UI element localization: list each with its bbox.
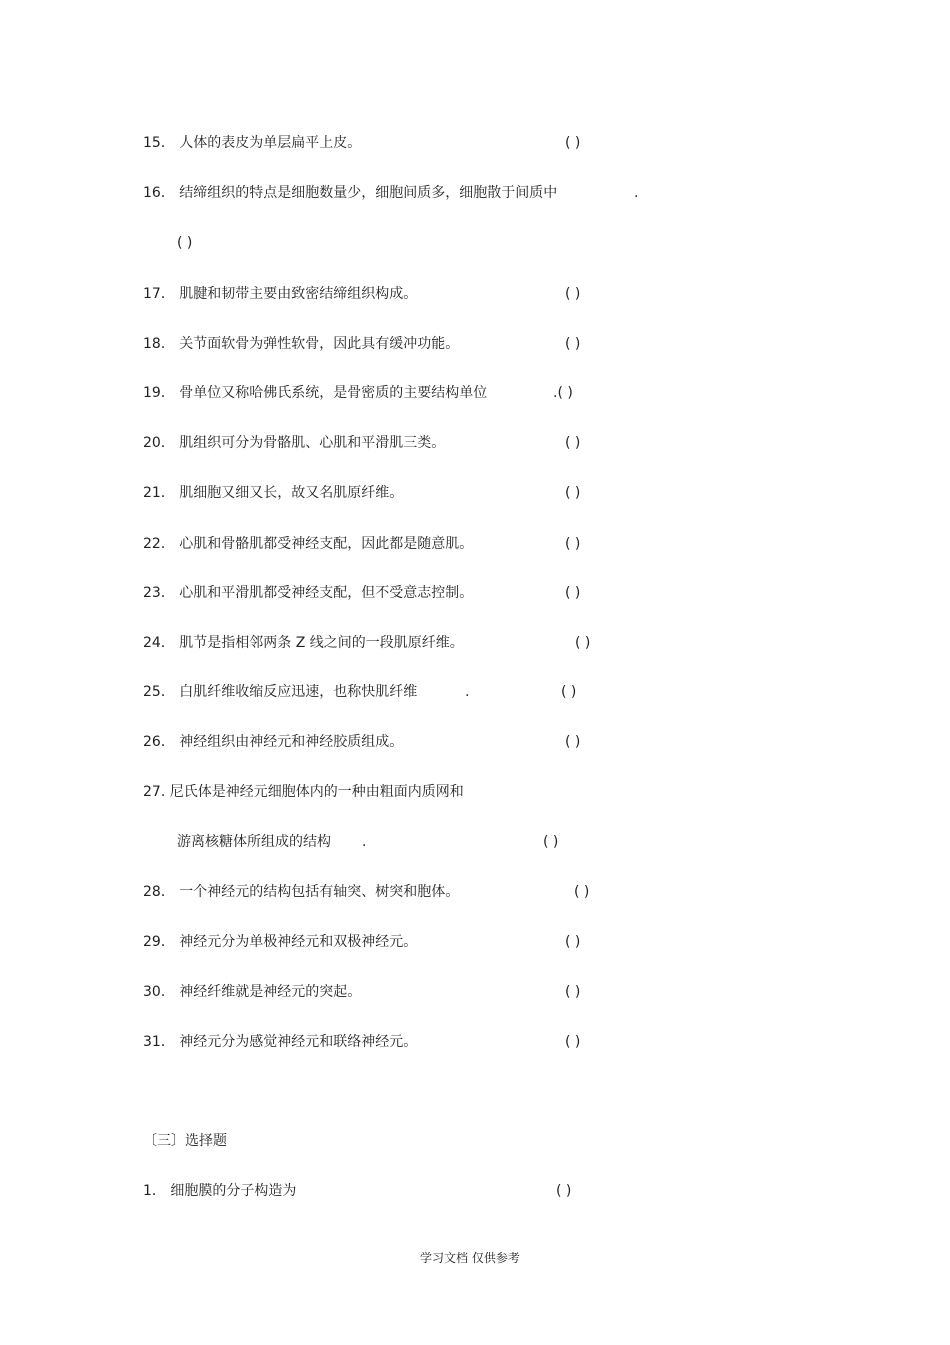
answer-blank-25[interactable]: ( )	[561, 684, 577, 700]
answer-blank-choice-1[interactable]: ( )	[556, 1183, 572, 1199]
question-20: 20． 肌组织可分为骨骼肌、心肌和平滑肌三类。	[143, 435, 446, 451]
answer-blank-20[interactable]: ( )	[565, 435, 581, 451]
answer-blank-29[interactable]: ( )	[565, 934, 581, 950]
answer-blank-22[interactable]: ( )	[565, 536, 581, 552]
section-title: 〔三〕选择题	[143, 1133, 227, 1149]
answer-blank-17[interactable]: ( )	[565, 286, 581, 302]
question-31: 31． 神经元分为感觉神经元和联络神经元。	[143, 1034, 418, 1050]
answer-blank-21[interactable]: ( )	[565, 485, 581, 501]
answer-blank-19[interactable]: .( )	[553, 385, 573, 401]
question-28: 28． 一个神经元的结构包括有轴突、树突和胞体。	[143, 884, 460, 900]
question-25: 25． 白肌纤维收缩反应迅速，也称快肌纤维	[143, 684, 418, 700]
question-16: 16． 结缔组织的特点是细胞数量少，细胞间质多，细胞散于间质中	[143, 185, 558, 201]
answer-blank-30[interactable]: ( )	[565, 984, 581, 1000]
question-25-period: .	[465, 684, 470, 700]
question-21: 21． 肌细胞又细又长，故又名肌原纤维。	[143, 485, 404, 501]
question-26: 26． 神经组织由神经元和神经胶质组成。	[143, 734, 404, 750]
answer-blank-26[interactable]: ( )	[565, 734, 581, 750]
question-19: 19． 骨单位又称哈佛氏系统，是骨密质的主要结构单位	[143, 385, 488, 401]
answer-blank-16[interactable]: ( )	[177, 235, 193, 251]
question-15: 15． 人体的表皮为单层扁平上皮。	[143, 135, 362, 151]
question-30: 30． 神经纤维就是神经元的突起。	[143, 984, 362, 1000]
answer-blank-15[interactable]: ( )	[565, 135, 581, 151]
page-footer: 学习文档 仅供参考	[420, 1251, 520, 1265]
answer-blank-24[interactable]: ( )	[575, 635, 591, 651]
question-17: 17． 肌腱和韧带主要由致密结缔组织构成。	[143, 286, 418, 302]
question-24: 24． 肌节是指相邻两条 Z 线之间的一段肌原纤维。	[143, 635, 464, 651]
question-18: 18． 关节面软骨为弹性软骨，因此具有缓冲功能。	[143, 336, 460, 352]
question-22: 22． 心肌和骨骼肌都受神经支配，因此都是随意肌。	[143, 536, 474, 552]
answer-blank-31[interactable]: ( )	[565, 1034, 581, 1050]
answer-blank-23[interactable]: ( )	[565, 585, 581, 601]
question-27-period: .	[362, 834, 367, 850]
question-23: 23． 心肌和平滑肌都受神经支配，但不受意志控制。	[143, 585, 474, 601]
question-16-period: .	[634, 185, 639, 201]
answer-blank-28[interactable]: ( )	[574, 884, 590, 900]
question-27-continuation: 游离核糖体所组成的结构	[177, 834, 331, 850]
question-27: 27. 尼氏体是神经元细胞体内的一种由粗面内质网和	[143, 784, 464, 800]
choice-question-1: 1． 细胞膜的分子构造为	[143, 1183, 297, 1199]
answer-blank-18[interactable]: ( )	[565, 336, 581, 352]
question-29: 29． 神经元分为单极神经元和双极神经元。	[143, 934, 418, 950]
answer-blank-27[interactable]: ( )	[543, 834, 559, 850]
